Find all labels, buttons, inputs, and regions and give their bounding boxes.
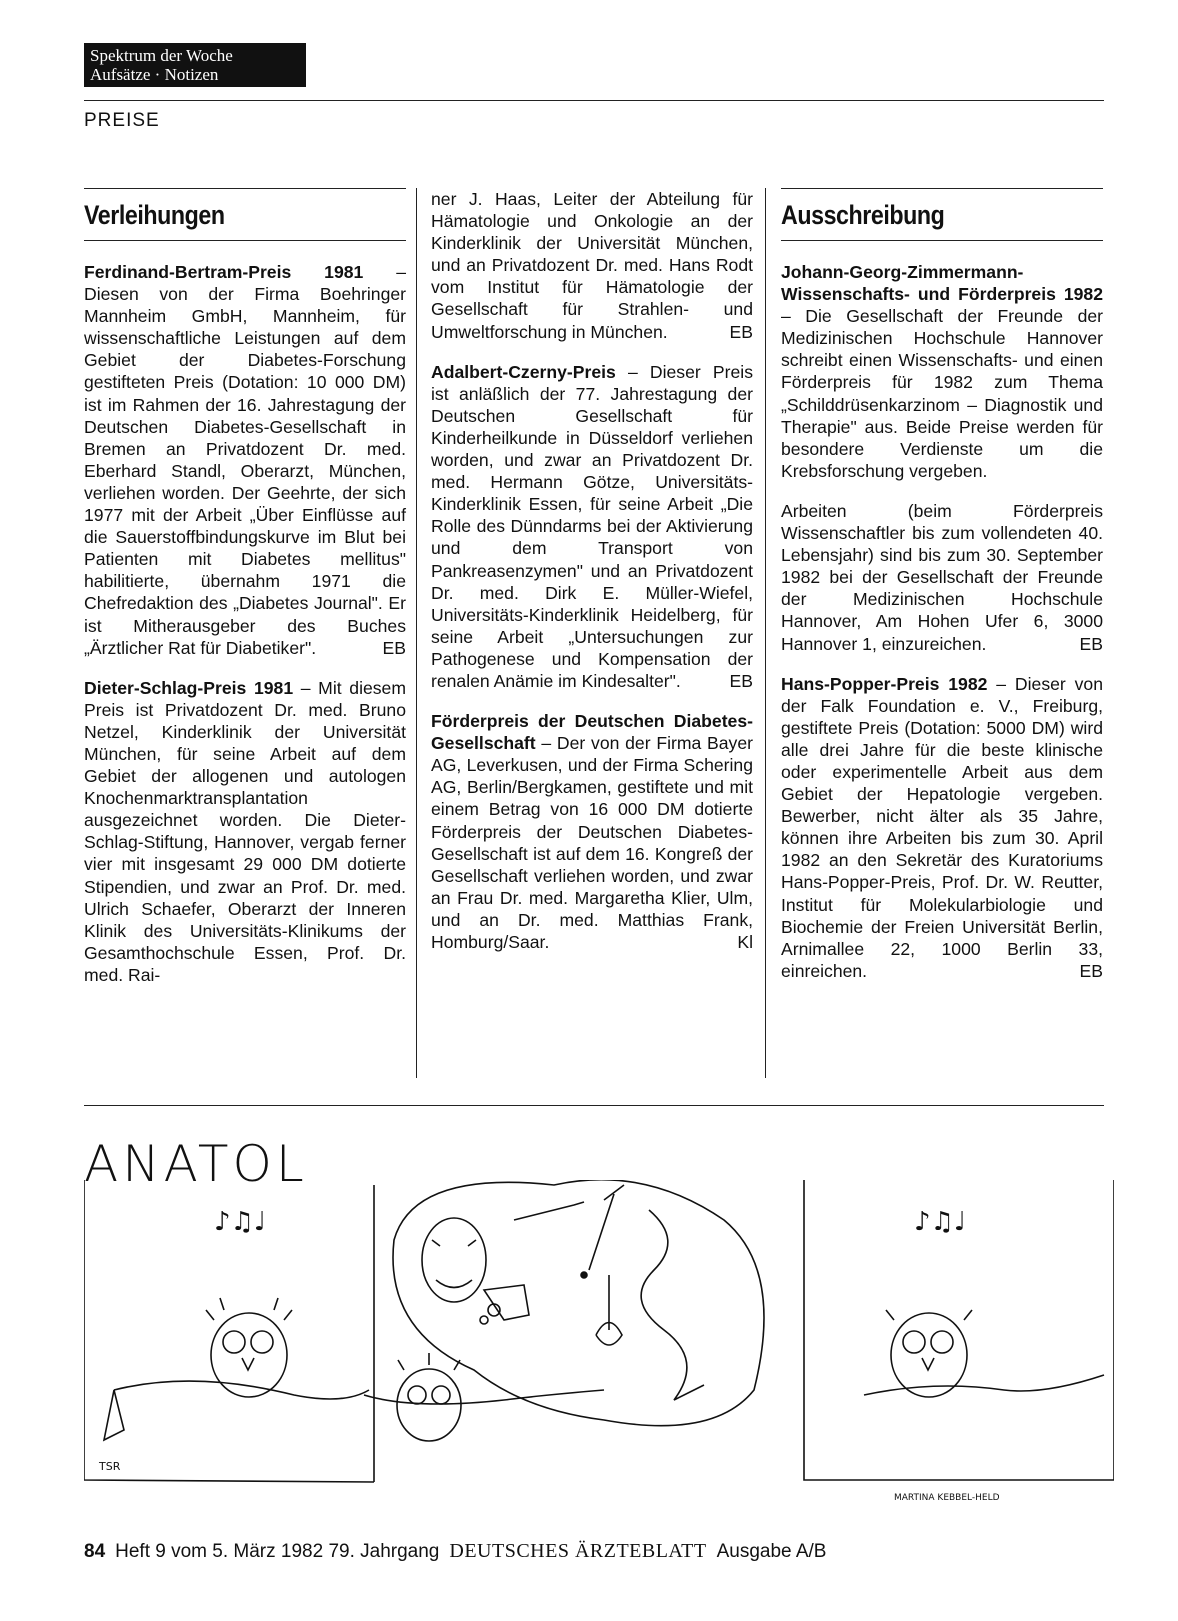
heading-verleihungen: Verleihungen [84,200,225,230]
magazine-name: DEUTSCHES ÄRZTEBLATT [449,1540,707,1562]
article-text: – Die Gesellschaft der Freunde der Medizinischen Hochschule Hannover schreibt einen Wissenschafts- und einen Förderpreis für 1982 zum Thema „Schilddrüsenkarzinom – Diagnostik und Therapie" aus. Beide Preise werden für besondere Verdienste um die Krebsforschung vergeben. [781,306,1103,481]
cartoon-artist: MARTINA KEBBEL-HELD [894,1493,1000,1503]
header-rule [84,100,1104,101]
article-popper-preis [781,673,1103,982]
heading-ausschreibung: Ausschreibung [781,200,945,230]
article-text: Arbeiten (beim Förderpreis Wissenschaftler bis zum vollendeten 40. Lebensjahr) sind bis zum 30. September 1982 bei der Gesellschaft der Freunde der Medizinischen Hochschule Hannover, Am Hohen Ufer 6, 3000 Hannover 1, einzureichen. [781,500,1103,654]
author-sig: EB [1079,633,1103,654]
page-footer [84,1540,826,1563]
article-text: – Dieser von der Falk Foundation e. V., Freiburg, gestiftete Preis (Dotation: 5000 DM) wird alle drei Jahre für die beste klinische oder experimentelle Arbeit aus dem Gebiet der Hepatologie vergeben. Bewerber, nicht älter als 35 Jahre, können ihre Arbeiten bis zum 30. April 1982 an den Sekretär des Kuratoriums Hans-Popper-Preis, Prof. Dr. W. Reutter, Institut für Molekularbiologie und Biochemie der Freien Universität Berlin, Arnimallee 22, 1000 Berlin 33, einreichen. [781,673,1104,981]
article-schlag-preis [84,677,406,986]
heading-bottom-rule [781,240,1103,241]
article-title: Dieter-Schlag-Preis 1981 [84,677,294,698]
cartoon-top-rule [84,1105,1104,1106]
svg-text:♪♫♩: ♪♫♩ [214,1207,267,1237]
section-label: PREISE [84,110,160,131]
heading-top-rule [84,188,406,189]
column-verleihungen [84,188,406,1004]
article-bertram-preis [84,261,406,659]
cartoon-title: ANATOL [84,1135,308,1193]
article-text: – Mit diesem Preis ist Privatdozent Dr. med. Bruno Netzel, Kinderklinik der Universität München, für seine Arbeit auf dem Gebiet der allogenen und autologen Knochenmarktransplantation ausgezeichnet worden. Die Dieter-Schlag-Stiftung, Hannover, vergab ferner vier mit insgesamt 29 000 DM dotierte Stipendien, und zwar an Prof. Dr. med. Ulrich Schaefer, Oberarzt der Inneren Klinik des Universitäts-Klinikums der Gesamthochschule Essen, Prof. Dr. med. Rai- [84,677,407,985]
cartoon-monogram: TSR [99,1460,121,1473]
article-title: Ferdinand-Bertram-Preis 1981 [84,262,364,282]
article-text: – Diesen von der Firma Boehringer Mannheim GmbH, Mannheim, für wissenschaftliche Leistungen auf dem Gebiet der Diabetes-Forschung gestifteten Preis (Dotation: 10 000 DM) ist im Rahmen der 16. Jahrestagung der Deutschen Diabetes-Gesellschaft in Bremen an Privatdozent Dr. med. Eberhard Standl, Oberarzt, München, verliehen worden. Der Geehrte, der sich 1977 mit der Arbeit „Über Einflüsse auf die Sauerstoffbindungskurve im Blut bei Patienten mit Diabetes mellitus" habilitierte, übernahm 1971 die Chefredaktion des „Diabetes Journal". Er ist Mitherausgeber des Buches „Ärztlicher Rat für Diabetiker". [84,262,406,658]
column-middle [431,188,753,971]
article-einreichung [781,500,1103,655]
cartoon-panel-middle [364,1180,764,1441]
svg-text:♪♫♩: ♪♫♩ [914,1207,967,1237]
issue-info: Heft 9 vom 5. März 1982 79. Jahrgang [115,1541,440,1562]
author-sig: EB [1079,960,1103,981]
author-sig: EB [382,637,406,658]
heading-top-rule [781,188,1103,189]
article-title: Adalbert-Czerny-Preis [431,361,616,382]
anatol-cartoon [84,1180,1114,1510]
article-title: Hans-Popper-Preis 1982 [781,673,988,694]
column-ausschreibung [781,188,1103,1000]
article-czerny-preis [431,361,753,692]
article-text: – Dieser Preis ist anläßlich der 77. Jahrestagung der Deutschen Gesellschaft für Kinderheilkunde in Düsseldorf verliehen worden, und zwar an Privatdozent Dr. med. Hermann Götze, Universitäts-Kinderklinik Essen, für seine Arbeit „Die Rolle des Dünndarms bei der Aktivierung und dem Transport von Pankreasenzymen" und an Privatdozent Dr. med. Dirk E. Müller-Wiefel, Universitäts-Kinderklinik Heidelberg, für seine Arbeit „Untersuchungen zur Pathogenese und Kompensation der renalen Anämie im Kindesalter". [431,361,753,691]
section-header-box [84,43,306,87]
article-text: – Der von der Firma Bayer AG, Leverkusen, und der Firma Schering AG, Berlin/Bergkamen, gestiftete und mit einem Betrag von 16 000 DM dotierte Förderpreis der Deutschen Diabetes-Gesellschaft ist auf dem 16. Kongreß der Gesellschaft verliehen worden, und zwar an Frau Dr. med. Margaretha Klier, Ulm, und an Dr. med. Matthias Frank, Homburg/Saar. [431,733,753,952]
author-sig: EB [729,321,753,342]
article-diabetes-foerderpreis [431,710,753,953]
article-zimmermann-preis [781,261,1103,482]
page-number: 84 [84,1541,106,1562]
article-continuation [431,188,753,343]
article-title: Förderpreis der Deutschen Diabetes-Gesellschaft [431,711,753,754]
article-title: Johann-Georg-Zimmermann-Wissenschafts- und Förderpreis 1982 [781,262,1103,305]
author-sig: EB [729,670,753,691]
header-line-2: Aufsätze · Notizen [90,65,219,84]
column-divider [416,188,417,1078]
cartoon-panel-right [804,1180,1114,1503]
column-divider [765,188,766,1078]
cartoon-panel-left [84,1180,374,1482]
header-line-1: Spektrum der Woche [90,46,233,65]
article-text: ner J. Haas, Leiter der Abteilung für Hämatologie und Onkologie an der Kinderklinik der Universität München, und an Privatdozent Dr. med. Hans Rodt vom Institut für Hämatologie der Gesellschaft für Strahlen- und Umweltforschung in München. [431,189,753,342]
heading-bottom-rule [84,240,406,241]
author-sig: Kl [737,932,753,952]
edition-info: Ausgabe A/B [716,1541,827,1562]
